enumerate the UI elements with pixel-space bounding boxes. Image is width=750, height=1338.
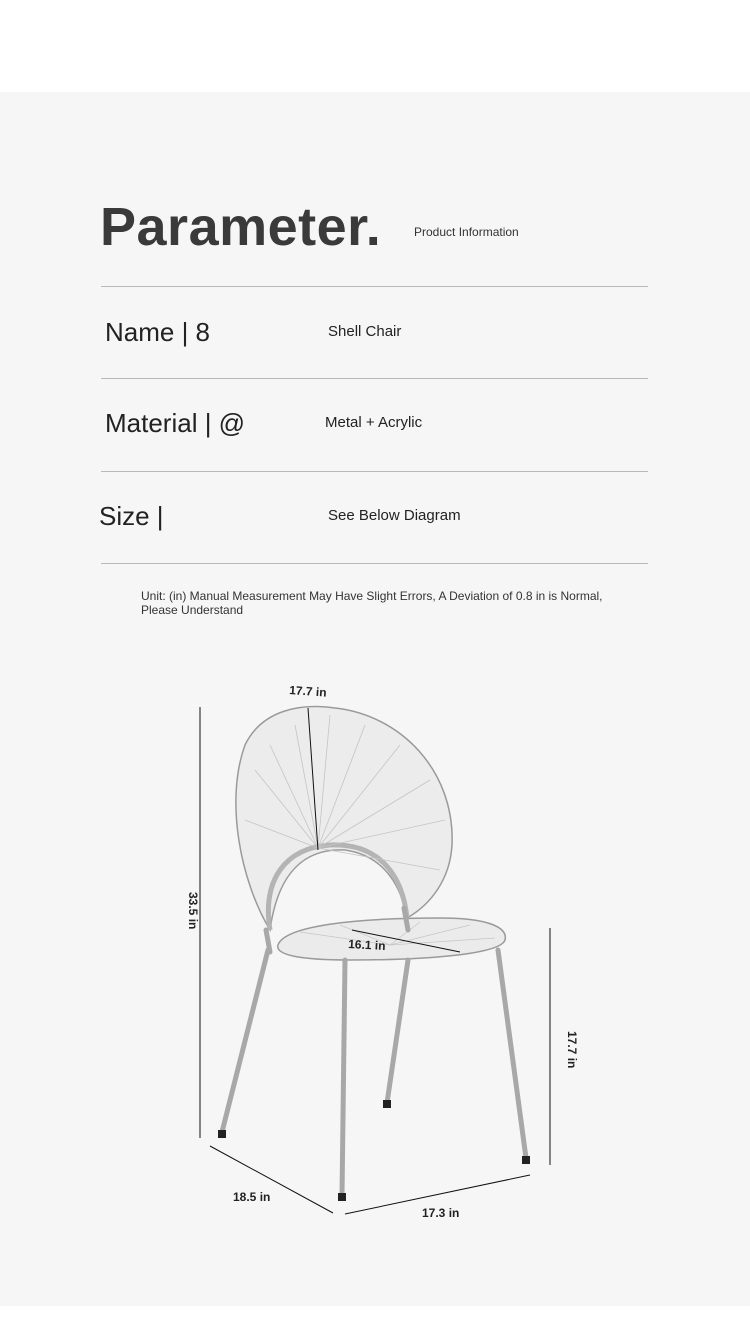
base-depth-label: 18.5 in — [233, 1190, 271, 1204]
chair-seat — [278, 918, 506, 960]
measurement-note: Unit: (in) Manual Measurement May Have Slight Errors, A Deviation of 0.8 in is Normal, Please Understand — [141, 589, 603, 617]
back-width-label: 17.7 in — [288, 683, 328, 700]
material-label: Material | @ — [105, 408, 246, 438]
total-height-label: 33.5 in — [186, 892, 200, 930]
page-subtitle: Product Information — [414, 225, 519, 239]
material-value: Metal + Acrylic — [325, 414, 423, 431]
leg-feet — [218, 1100, 530, 1201]
seat-depth-label: 16.1 in — [347, 937, 386, 953]
page-title: Parameter. — [100, 197, 382, 257]
size-value: See Below Diagram — [328, 507, 461, 524]
size-label: Size | — [99, 501, 164, 531]
base-width-label: 17.3 in — [422, 1206, 460, 1220]
name-label: Name | 8 — [105, 317, 211, 347]
chair-back — [236, 707, 452, 930]
name-value: Shell Chair — [328, 323, 402, 340]
seat-height-label: 17.7 in — [565, 1031, 579, 1069]
